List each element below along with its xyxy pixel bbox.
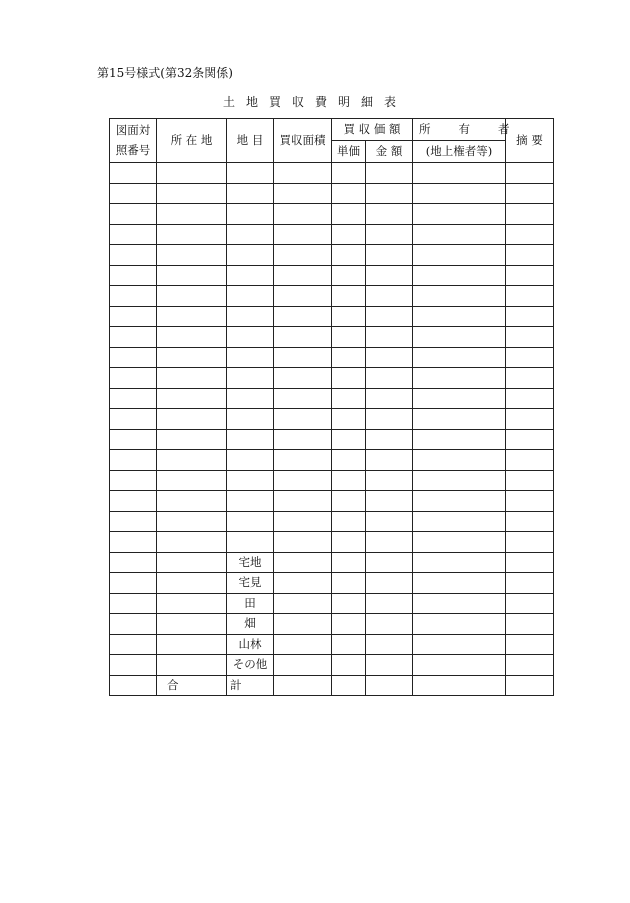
land-purchase-table [109,118,554,696]
table-row [110,245,554,266]
table-cell [110,655,157,676]
table-cell [157,163,227,184]
table-cell [366,511,413,532]
table-cell [157,388,227,409]
table-cell [274,368,332,389]
table-cell [506,409,554,430]
document-title: 土地買収費明細表 [222,95,407,109]
table-cell [227,163,274,184]
table-cell [366,450,413,471]
table-cell [110,204,157,225]
table-cell [274,655,332,676]
table-cell [506,552,554,573]
table-cell [332,163,366,184]
table-cell [110,614,157,635]
table-cell [506,245,554,266]
table-cell [110,429,157,450]
table-cell [157,511,227,532]
table-cell [366,163,413,184]
header-unit-price: 単価 [332,141,366,163]
table-cell [366,552,413,573]
header-owner [413,119,510,141]
category-cell: 宅地 [227,552,274,573]
category-row [110,552,554,573]
table-cell [413,552,506,573]
table-cell [332,388,366,409]
table-cell [332,511,366,532]
table-cell [366,368,413,389]
table-cell [332,327,366,348]
table-row [110,347,554,368]
table-cell [506,614,554,635]
table-cell [413,532,506,553]
table-cell [110,409,157,430]
table-cell [274,552,332,573]
table-row [110,265,554,286]
table-cell [506,183,554,204]
table-cell [366,327,413,348]
table-cell [366,429,413,450]
table-cell [110,163,157,184]
table-cell [413,511,506,532]
table-cell [110,388,157,409]
table-cell [227,388,274,409]
table-cell [157,634,227,655]
table-cell [506,286,554,307]
table-cell [274,593,332,614]
table-cell [413,614,506,635]
table-cell [332,429,366,450]
table-cell [274,224,332,245]
table-row [110,409,554,430]
table-cell [366,224,413,245]
table-cell [506,470,554,491]
form-number: 第15号様式(第32条関係) [97,66,233,80]
table-cell [227,409,274,430]
table-cell [332,286,366,307]
table-cell [110,368,157,389]
table-cell [157,470,227,491]
table-cell [274,286,332,307]
table-row [110,286,554,307]
table-cell [332,368,366,389]
table-cell [110,491,157,512]
table-cell [274,245,332,266]
table-cell [227,491,274,512]
table-cell [332,245,366,266]
table-cell [157,265,227,286]
total-row [110,675,554,696]
table-cell [227,429,274,450]
table-cell [274,265,332,286]
table-cell [227,286,274,307]
table-cell [366,573,413,594]
table-cell [506,429,554,450]
table-cell [227,511,274,532]
table-cell [413,306,506,327]
table-cell [366,245,413,266]
table-cell [366,470,413,491]
header-amount: 金 額 [366,141,413,163]
table-cell [332,306,366,327]
table-cell [157,306,227,327]
table-cell [227,532,274,553]
table-row [110,429,554,450]
table-row [110,204,554,225]
table-cell [274,306,332,327]
table-cell [413,675,506,696]
table-cell [413,573,506,594]
table-cell [157,224,227,245]
table-cell [366,409,413,430]
table-row [110,306,554,327]
table-row [110,450,554,471]
table-cell [274,614,332,635]
table-cell [506,265,554,286]
table-cell [413,491,506,512]
table-cell [227,224,274,245]
table-row [110,470,554,491]
table-cell [110,634,157,655]
table-cell [274,532,332,553]
table-cell [157,327,227,348]
table-cell [413,429,506,450]
table-cell [366,675,413,696]
table-cell [110,573,157,594]
table-cell [332,450,366,471]
table-row [110,511,554,532]
table-row [110,368,554,389]
table-row [110,163,554,184]
table-cell [274,429,332,450]
table-cell [227,347,274,368]
header-owner-sub: (地上権者等) [413,141,506,163]
table-cell [157,573,227,594]
table-cell [366,306,413,327]
table-cell [157,368,227,389]
table-cell [413,470,506,491]
table-cell [157,245,227,266]
table-cell [157,593,227,614]
table-cell [366,286,413,307]
table-cell [366,491,413,512]
table-cell [110,183,157,204]
category-row [110,593,554,614]
table-cell [274,634,332,655]
header-owner-char1: 所 [419,121,431,136]
table-cell [366,655,413,676]
table-cell [506,634,554,655]
table-cell [506,491,554,512]
table-cell [157,429,227,450]
table-cell [506,532,554,553]
table-cell [157,183,227,204]
table-cell [274,163,332,184]
table-cell [157,491,227,512]
table-cell [110,450,157,471]
table-cell [157,347,227,368]
table-cell [157,614,227,635]
table-cell [413,593,506,614]
header-ref-no-line1: 図面対 [115,122,151,137]
table-cell [110,306,157,327]
table-cell [413,327,506,348]
table-cell [110,675,157,696]
table-cell [157,409,227,430]
table-cell [413,409,506,430]
total-label: 合 計 [157,675,227,696]
table-cell [110,327,157,348]
table-cell [332,675,366,696]
table-cell [332,409,366,430]
table-cell [413,347,506,368]
header-owner-char2: 有 [458,121,470,136]
category-cell: 田 [227,593,274,614]
table-cell [413,224,506,245]
category-cell: 畑 [227,614,274,635]
table-cell [506,675,554,696]
table-cell [506,450,554,471]
table-cell [227,245,274,266]
table-cell [413,265,506,286]
table-cell [110,532,157,553]
table-cell [413,183,506,204]
table-row [110,491,554,512]
table-row [110,532,554,553]
table-cell [157,286,227,307]
table-cell [506,593,554,614]
table-cell [506,204,554,225]
table-cell [366,347,413,368]
table-cell [274,573,332,594]
header-ref-no [110,119,157,163]
table-cell [110,265,157,286]
category-row [110,634,554,655]
table-cell [413,388,506,409]
table-cell [274,470,332,491]
table-cell [274,409,332,430]
table-cell [332,634,366,655]
table-cell [157,552,227,573]
table-cell [413,245,506,266]
table-cell [332,573,366,594]
table-cell [332,204,366,225]
table-cell [506,368,554,389]
table-cell [366,614,413,635]
table-cell [506,573,554,594]
table-cell [157,655,227,676]
category-cell: 宅見 [227,573,274,594]
table-cell [506,163,554,184]
header-remarks: 摘 要 [506,119,554,163]
table-cell [332,265,366,286]
table-cell [366,634,413,655]
category-row [110,573,554,594]
table-cell [332,224,366,245]
table-cell [332,552,366,573]
table-cell [366,532,413,553]
table-cell [157,204,227,225]
header-ref-no-line2: 照番号 [115,142,151,157]
category-row [110,655,554,676]
table-cell [227,450,274,471]
table-cell [110,511,157,532]
header-owner-char3: 者 [498,121,510,136]
category-row [110,614,554,635]
category-cell: 山林 [227,634,274,655]
category-cell: その他 [227,655,274,676]
table-cell [413,163,506,184]
table-cell [506,388,554,409]
table-row [110,388,554,409]
table-cell [332,470,366,491]
table-cell [227,265,274,286]
table-cell [274,491,332,512]
table-cell [157,450,227,471]
table-cell [110,347,157,368]
table-cell [332,347,366,368]
table-cell [227,368,274,389]
table-row [110,327,554,348]
table-cell [227,183,274,204]
table-cell [274,204,332,225]
table-cell [366,204,413,225]
header-price: 買 収 価 額 [332,119,413,141]
table-cell [366,388,413,409]
table-cell [506,327,554,348]
table-cell [506,306,554,327]
table-cell [413,655,506,676]
table-cell [110,593,157,614]
table-cell [506,347,554,368]
table-cell [413,204,506,225]
table-cell [366,593,413,614]
table-cell [332,614,366,635]
table-row [110,224,554,245]
table-cell [110,245,157,266]
table-cell [110,286,157,307]
table-cell [506,511,554,532]
header-area: 買収面積 [274,119,332,163]
table-cell [332,655,366,676]
table-row [110,183,554,204]
table-cell [332,183,366,204]
header-land-category: 地 目 [227,119,274,163]
table-cell [274,675,332,696]
table-cell [274,347,332,368]
table-cell [227,204,274,225]
table-cell [506,224,554,245]
table-cell [332,491,366,512]
table-cell [366,183,413,204]
table-cell [110,552,157,573]
table-cell [366,265,413,286]
table-cell [506,655,554,676]
table-cell [274,327,332,348]
table-cell [227,470,274,491]
header-location: 所 在 地 [157,119,227,163]
table-cell [274,388,332,409]
table-cell [227,306,274,327]
table-cell [413,368,506,389]
table-cell [227,327,274,348]
table-cell [413,634,506,655]
table-cell [413,286,506,307]
table-cell [157,532,227,553]
table-cell [274,450,332,471]
table-cell [274,511,332,532]
table-cell [332,532,366,553]
table-cell [274,183,332,204]
table-cell [110,470,157,491]
table-cell [110,224,157,245]
table-cell [413,450,506,471]
table-cell [332,593,366,614]
